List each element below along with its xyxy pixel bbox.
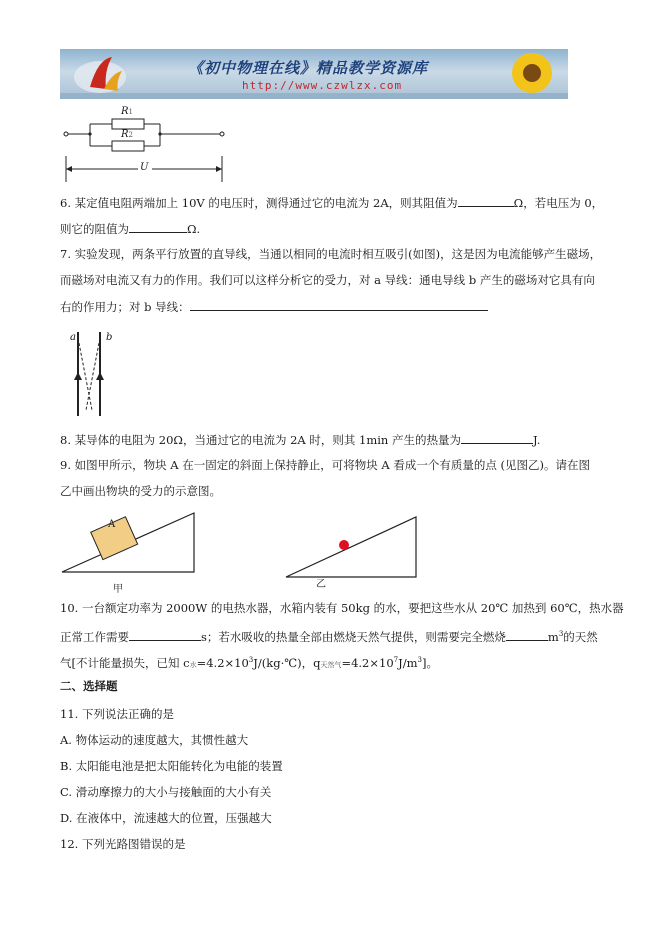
question-11-stem: 11. 下列说法正确的是 (60, 707, 174, 721)
question-9-line-1: 9. 如图甲所示，物块 A 在一固定的斜面上保持静止，可将物块 A 看成一个有质量的点 (见图乙)。请在图 (60, 458, 590, 472)
resistor-r2 (112, 141, 144, 151)
question-7-line-1: 7. 实验发现，两条平行放置的直导线，当通以相同的电流时相互吸引(如图)，这是因为电流能够产生磁场， (60, 247, 602, 261)
question-7-line-2: 而磁场对电流又有力的作用。我们可以这样分析它的受力，对 a 导线：通电导线 b 产生的磁场对它具有向 (60, 273, 595, 287)
question-10-line-2: 正常工作需要 s；若水吸收的热量全部由燃烧天然气提供，则需要完全燃烧 $m^3$的天然 (60, 629, 598, 644)
option-11-a[interactable]: A. 物体运动的速度越大，其惯性越大 (60, 733, 249, 747)
banner-title: 《初中物理在线》精品教学资源库 (188, 59, 429, 77)
wire-a-label: a (70, 332, 76, 343)
question-7-line-3: 右的作用力；对 b 导线： (60, 298, 488, 315)
option-11-c[interactable]: C. 滑动摩擦力的大小与接触面的大小有关 (60, 785, 272, 799)
answer-blank-q10-time[interactable] (129, 628, 201, 641)
question-10-line-1: 10. 一台额定功率为 2000W 的电热水器，水箱内装有 50kg 的水，要把这些水从 20℃ 加热到 60℃，热水器 (60, 601, 624, 615)
current-arrow-b-icon (96, 372, 104, 380)
label-r2: R2 (121, 129, 133, 140)
section-heading: 二、选择题 (60, 679, 118, 693)
current-arrow-a-icon (74, 372, 82, 380)
figure-yi-label: 乙 (316, 579, 326, 590)
figure-jia-label: 甲 (113, 584, 123, 595)
wire-b-label: b (106, 332, 113, 343)
answer-blank-q7[interactable] (190, 298, 488, 311)
label-u: U (140, 162, 149, 173)
question-6-line-1: 6. 某定值电阻两端加上 10V 的电压时，测得通过它的电流为 2A，则其阻值为 Ω，若电压为 0， (60, 196, 604, 210)
option-11-d[interactable]: D. 在液体中，流速越大的位置，压强越大 (60, 811, 272, 825)
answer-blank-q6-resistance-zero[interactable] (129, 220, 187, 233)
label-r1: R1 (121, 106, 133, 117)
block-a-label: A (108, 519, 116, 530)
question-6-line-2: 则它的阻值为 Ω. (60, 222, 201, 236)
answer-blank-q6-resistance[interactable] (458, 194, 514, 207)
question-9-line-2: 乙中画出物块的受力的示意图。 (60, 484, 221, 498)
answer-blank-q8[interactable] (461, 431, 533, 444)
resistor-r1 (112, 119, 144, 129)
question-12-stem: 12. 下列光路图错误的是 (60, 837, 186, 851)
point-mass-dot (339, 540, 349, 550)
header-banner (60, 49, 568, 99)
incline-figure-jia (60, 505, 200, 580)
banner-url: http://www.czwlzx.com (242, 79, 403, 92)
answer-blank-q10-volume[interactable] (506, 628, 548, 641)
question-8: 8. 某导体的电阻为 20Ω，当通过它的电流为 2A 时，则其 1min 产生的热量为 J. (60, 433, 541, 447)
incline-figure-yi (284, 515, 420, 579)
question-10-line-3: 气[不计能量损失，已知 c水$=4.2\times 10^3J/(kg\cdot℃)$，q天然气$=4.2\times 10^7J/m^3$]。 (60, 655, 438, 670)
option-11-b[interactable]: B. 太阳能电池是把太阳能转化为电能的装置 (60, 759, 283, 773)
